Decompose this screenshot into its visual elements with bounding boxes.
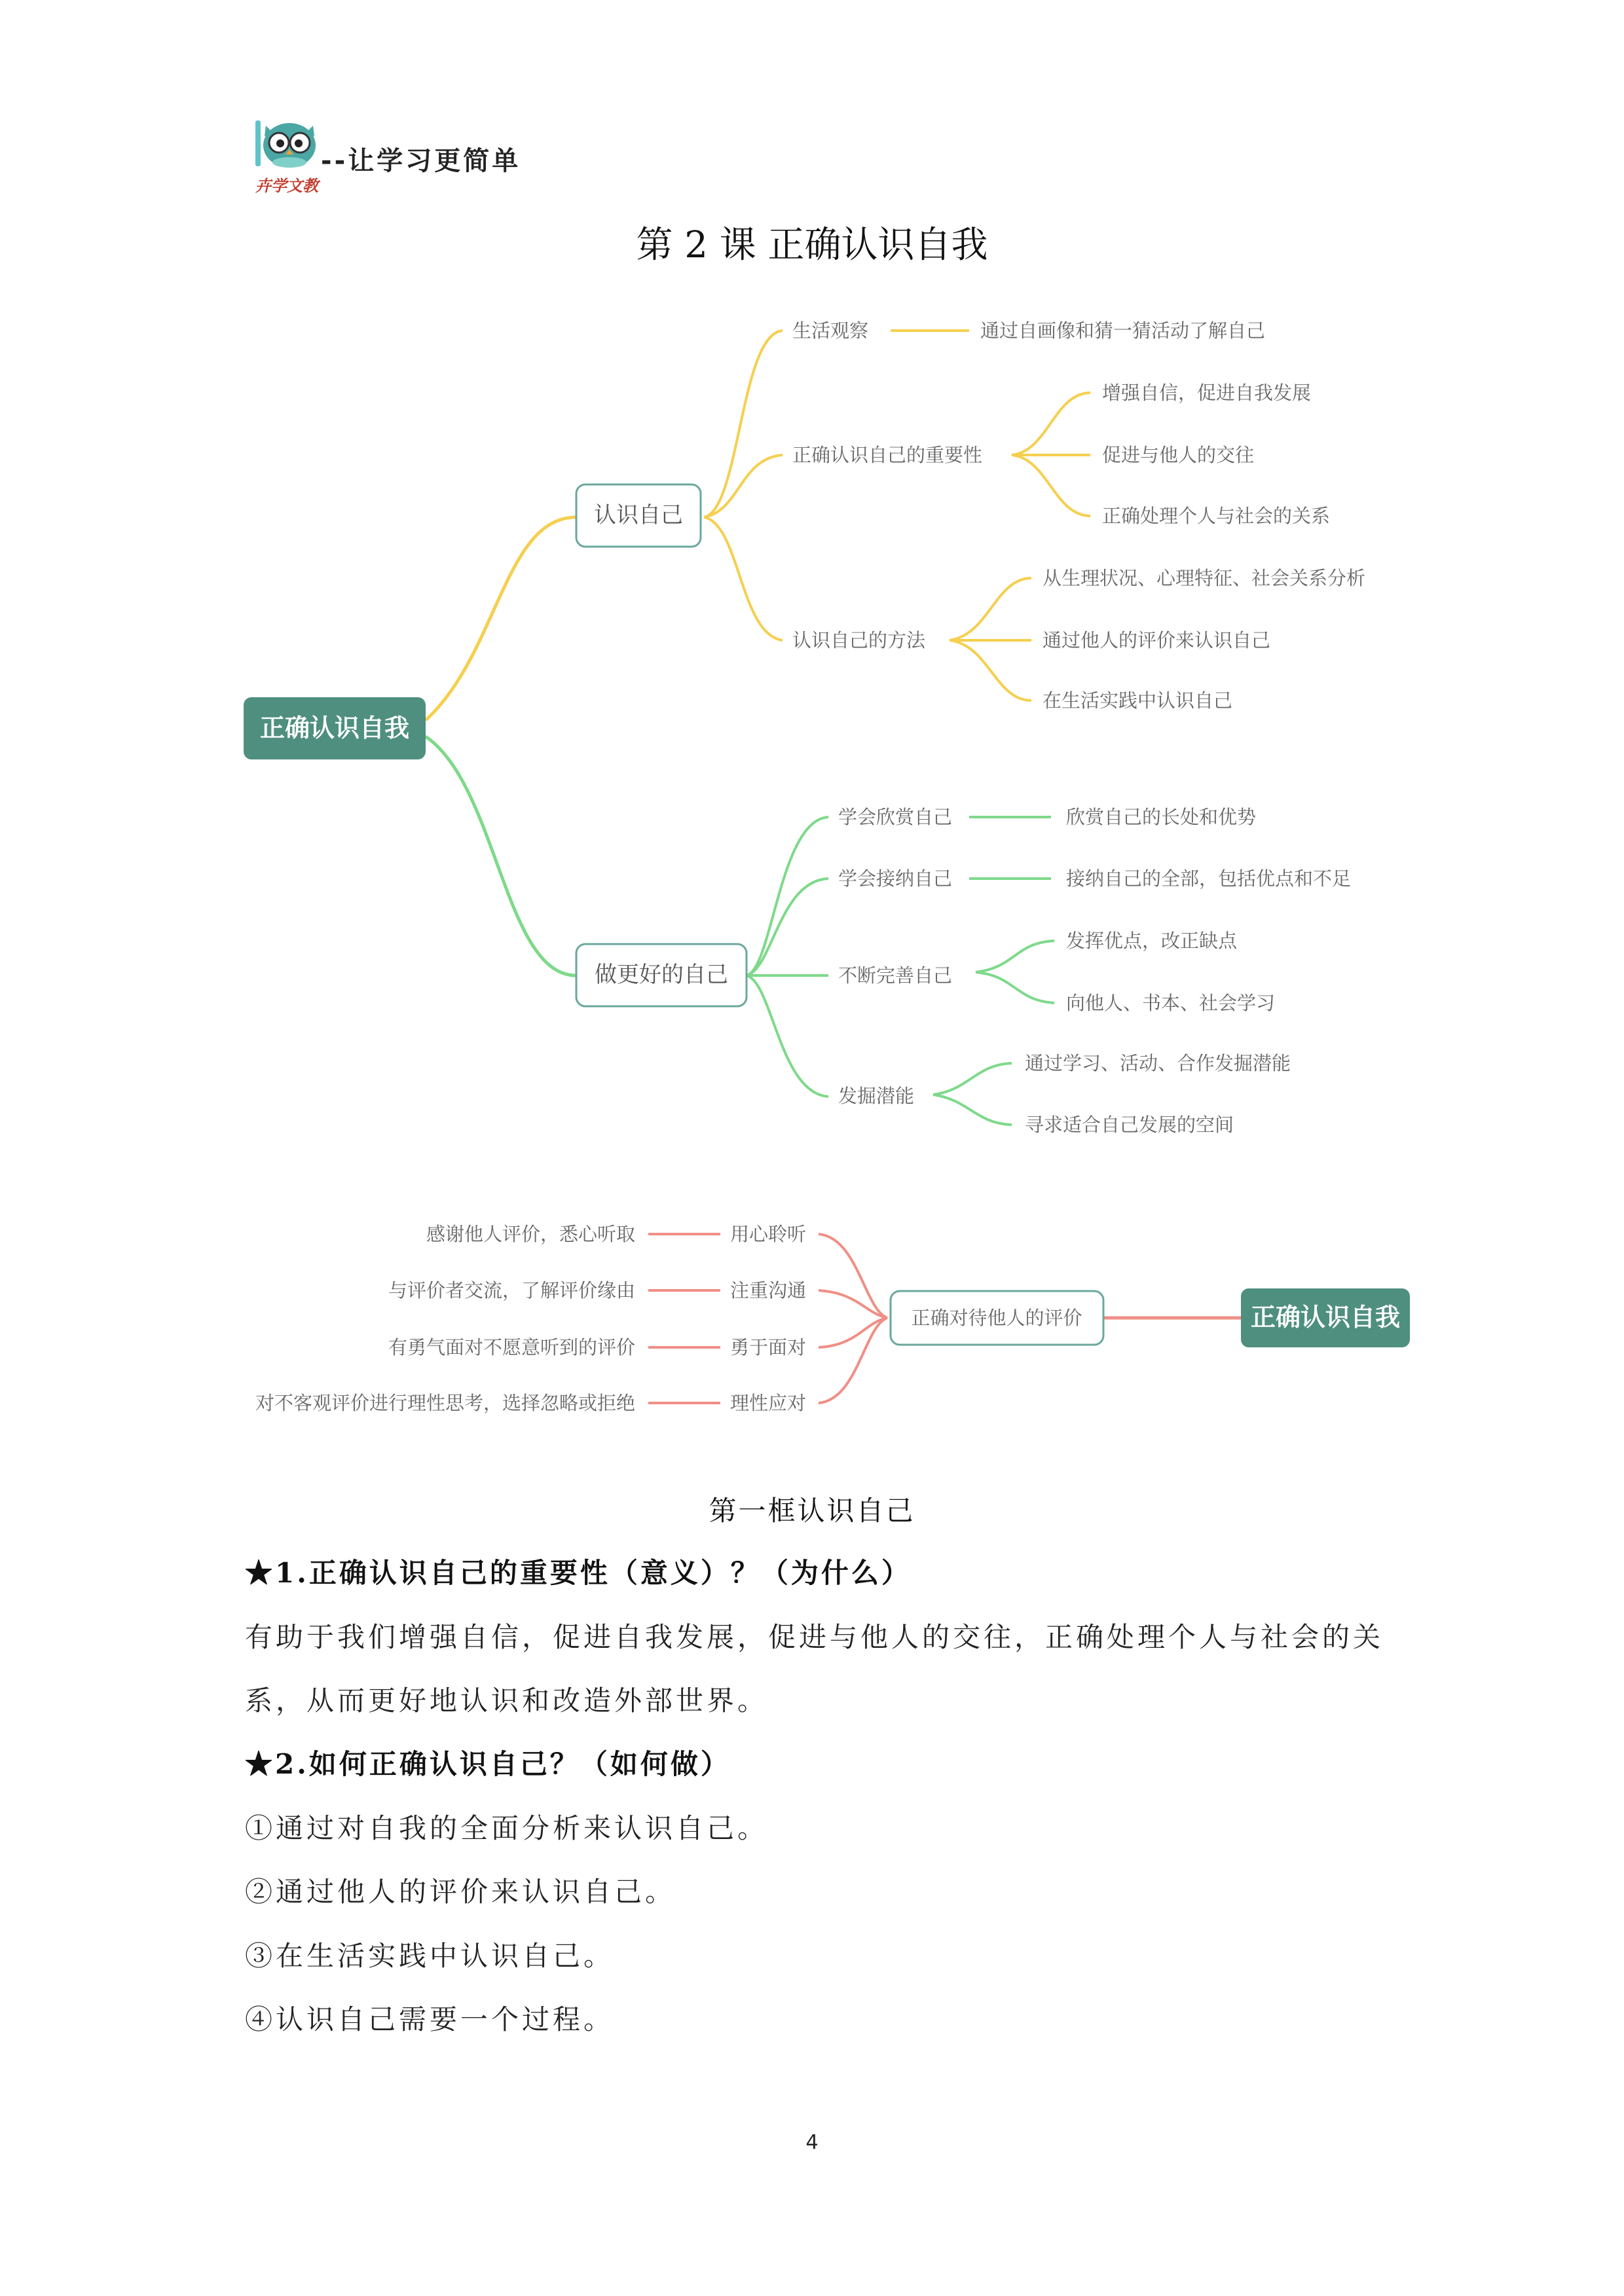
item-label: 注重沟通 bbox=[730, 1279, 807, 1302]
item-label: 勇于面对 bbox=[730, 1336, 807, 1358]
answer-1-line-1: 有助于我们增强自信，促进自我发展，促进与他人的交往，正确处理个人与社会的关 bbox=[245, 1621, 1384, 1653]
root-label: 正确认识自我 bbox=[259, 714, 410, 742]
leaf-label: 向他人、书本、社会学习 bbox=[1066, 992, 1276, 1014]
leaf-label: 正确处理个人与社会的关系 bbox=[1102, 505, 1331, 527]
branch-label: 正确对待他人的评价 bbox=[911, 1307, 1082, 1329]
item-label: 理性应对 bbox=[730, 1392, 807, 1414]
branch-label: 做更好的自己 bbox=[595, 962, 728, 988]
leaf-label: 发挥优点，改正缺点 bbox=[1066, 930, 1238, 952]
leaf-label: 接纳自己的全部，包括优点和不足 bbox=[1066, 867, 1352, 890]
subtopic-label: 学会欣赏自己 bbox=[838, 806, 953, 828]
subtopic-label: 正确认识自己的重要性 bbox=[792, 444, 983, 466]
connector bbox=[819, 1318, 887, 1347]
item-detail: 对不客观评价进行理性思考，选择忽略或拒绝 bbox=[255, 1392, 635, 1414]
item-detail: 与评价者交流，了解评价缘由 bbox=[388, 1279, 635, 1302]
answer-2-item-4: ④认识自己需要一个过程。 bbox=[245, 2003, 615, 2035]
page-title: 第 2 课 正确认识自我 bbox=[636, 224, 988, 266]
question-2: ★2.如何正确认识自己？（如何做） bbox=[245, 1748, 731, 1780]
page-number: 4 bbox=[805, 2131, 819, 2154]
slogan: --让学习更简单 bbox=[321, 146, 521, 176]
root-label: 正确认识自我 bbox=[1250, 1303, 1401, 1332]
connector bbox=[819, 1290, 887, 1318]
subtopic-label: 认识自己的方法 bbox=[792, 629, 926, 651]
leaf-label: 从生理状况、心理特征、社会关系分析 bbox=[1043, 567, 1366, 589]
answer-2-item-1: ①通过对自我的全面分析来认识自己。 bbox=[245, 1812, 769, 1844]
leaf-label: 通过自画像和猜一猜活动了解自己 bbox=[980, 319, 1266, 342]
subtopic-label: 学会接纳自己 bbox=[838, 867, 953, 890]
leaf-label: 通过学习、活动、合作发掘潜能 bbox=[1025, 1052, 1291, 1074]
section-heading: 第一框认识自己 bbox=[709, 1495, 915, 1527]
leaf-label: 增强自信，促进自我发展 bbox=[1102, 382, 1312, 404]
leaf-label: 欣赏自己的长处和优势 bbox=[1066, 806, 1257, 828]
branch-label: 认识自己 bbox=[594, 502, 683, 528]
item-detail: 有勇气面对不愿意听到的评价 bbox=[388, 1336, 635, 1358]
connector bbox=[819, 1318, 887, 1403]
answer-2-item-2: ②通过他人的评价来认识自己。 bbox=[245, 1876, 676, 1908]
answer-1-line-2: 系，从而更好地认识和改造外部世界。 bbox=[245, 1685, 769, 1717]
question-1: ★1.正确认识自己的重要性（意义）？（为什么） bbox=[245, 1557, 912, 1589]
subtopic-label: 生活观察 bbox=[792, 319, 869, 342]
leaf-label: 促进与他人的交往 bbox=[1102, 444, 1255, 466]
leaf-label: 寻求适合自己发展的空间 bbox=[1025, 1114, 1234, 1136]
logo-text: 卉学文教 bbox=[255, 176, 318, 195]
leaf-label: 通过他人的评价来认识自己 bbox=[1043, 629, 1271, 651]
item-detail: 感谢他人评价，悉心听取 bbox=[426, 1223, 635, 1245]
subtopic-label: 不断完善自己 bbox=[838, 964, 953, 987]
leaf-label: 在生活实践中认识自己 bbox=[1043, 689, 1233, 712]
connector bbox=[819, 1234, 887, 1318]
subtopic-label: 发掘潜能 bbox=[838, 1085, 915, 1107]
answer-2-item-3: ③在生活实践中认识自己。 bbox=[245, 1940, 615, 1972]
item-label: 用心聆听 bbox=[730, 1223, 807, 1245]
